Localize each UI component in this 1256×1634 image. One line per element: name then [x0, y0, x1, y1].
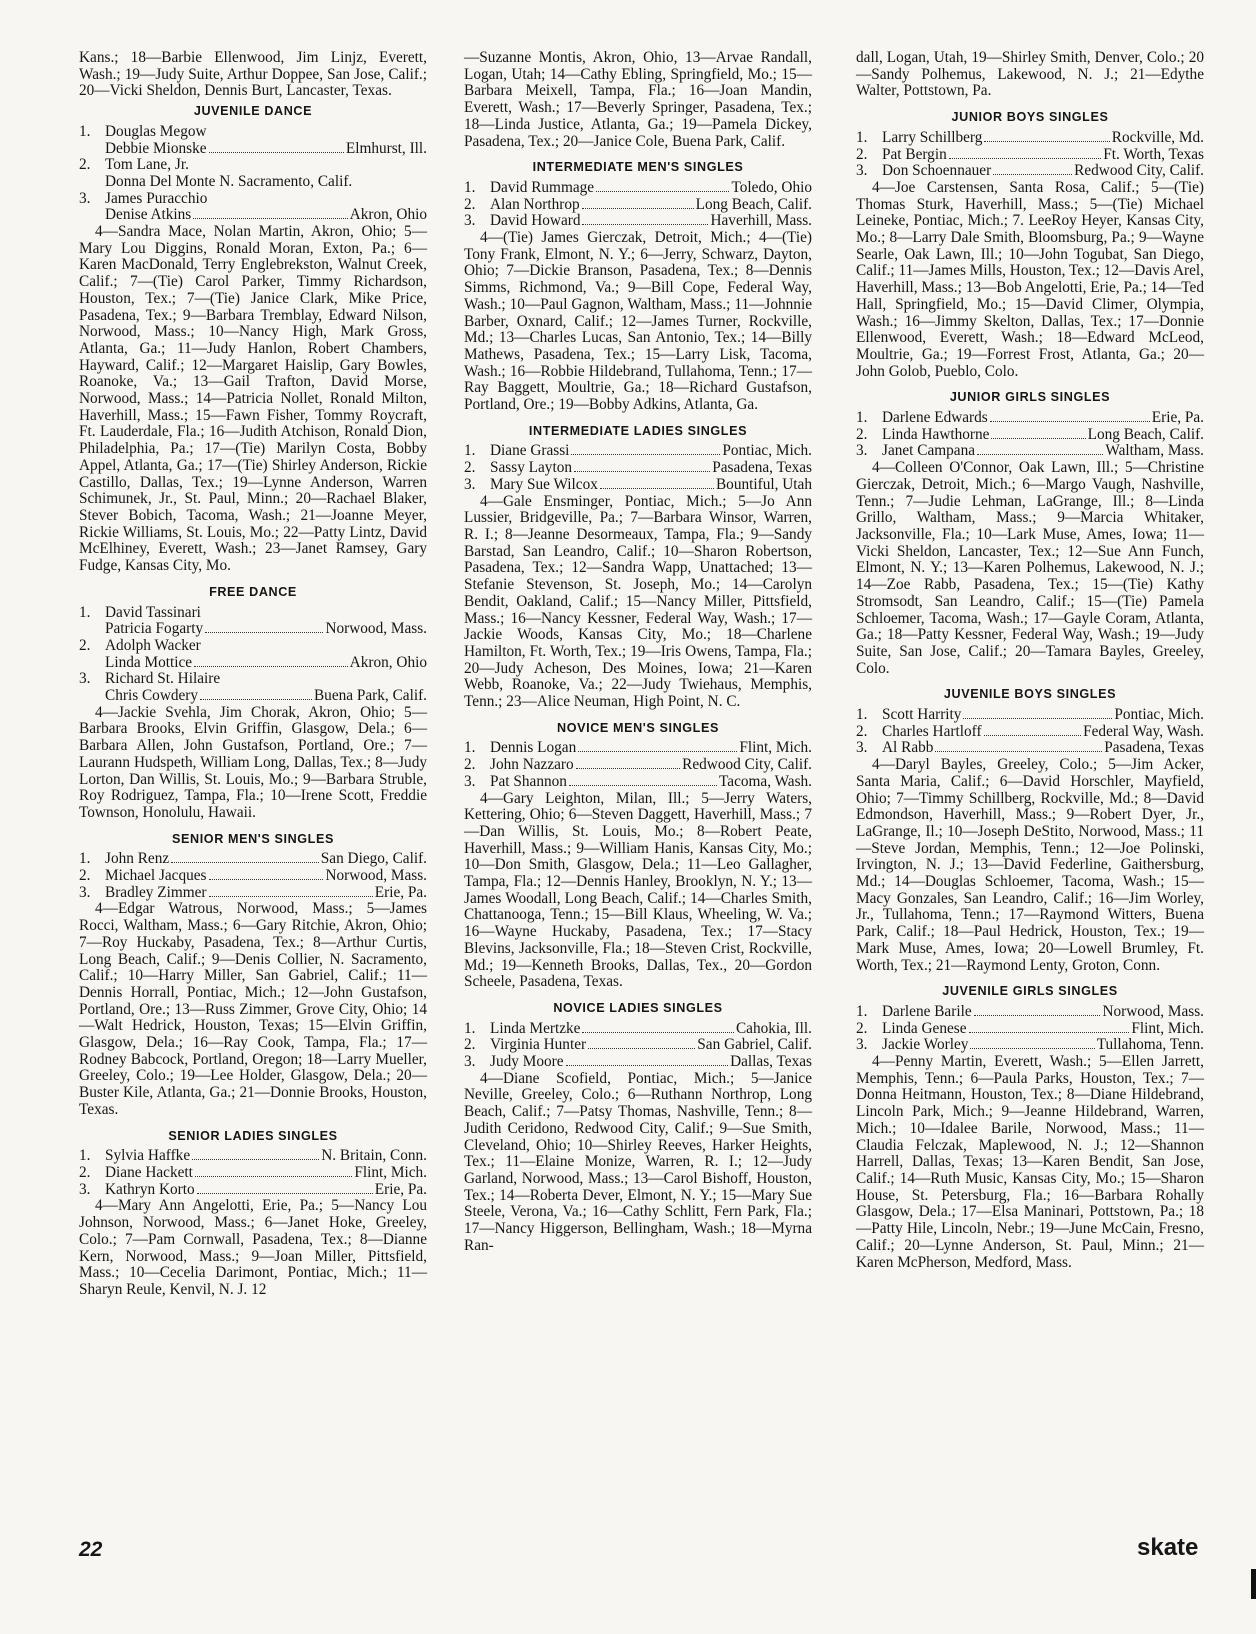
list-item: 2. Linda Hawthorne Long Beach, Calif. — [856, 425, 1204, 443]
results-list — [464, 443, 812, 493]
location: Rockville, Md. — [1111, 128, 1204, 146]
section-title: INTERMEDIATE MEN'S SINGLES — [532, 160, 744, 175]
skater-name: John Renz — [105, 850, 170, 868]
location: Tacoma, Wash. — [719, 772, 812, 790]
results-list — [464, 740, 812, 790]
section-juvenile-boys-singles — [856, 686, 1204, 974]
results-list — [464, 180, 812, 230]
list-item: 3. Bradley Zimmer Erie, Pa. — [79, 883, 427, 901]
publication-name: skate — [1137, 1534, 1199, 1561]
location: San Diego, Calif. — [320, 850, 427, 868]
skater-name: Pat Bergin — [882, 145, 947, 163]
partner-name: Linda Mottice — [105, 653, 193, 671]
skater-name: Tom Lane, Jr. — [105, 156, 189, 174]
location: Pasadena, Texas — [1104, 739, 1204, 757]
location: Long Beach, Calif. — [695, 195, 812, 213]
list-item: 1. Diane Grassi Pontiac, Mich. — [464, 442, 812, 460]
skater-name: James Puracchio — [105, 189, 208, 207]
section-junior-girls-singles — [856, 389, 1204, 677]
results-rest: 4—Mary Ann Angelotti, Erie, Pa.; 5—Nancy Lou Johnson, Norwood, Mass.; 6—Janet Hoke, Greeley, Colo.; 7—Pam Cornwall, Pasadena, Tex.; 8—Dianne Kern, Norwood, Mass.; 9—Joan Miller, Pittsfield, Mass.; 10—Cecelia Darimont, Pontiac, Mich.; 11—Sharyn Reule, Kenvil, N. J. 12 — [79, 1197, 427, 1298]
skater-name: Sassy Layton — [490, 459, 573, 477]
location: Pasadena, Texas — [712, 459, 812, 477]
location: Haverhill, Mass. — [710, 212, 812, 230]
list-item: 3. Richard St. Hilaire Chris Cowdery Buena Park, Calif. — [79, 670, 427, 705]
section-free-dance — [79, 584, 427, 822]
results-list — [856, 707, 1204, 757]
list-item: 2. Linda Genese Flint, Mich. — [856, 1019, 1204, 1037]
skater-name: Jackie Worley — [882, 1036, 969, 1054]
skater-name: Linda Genese — [882, 1019, 967, 1037]
section-title: SENIOR MEN'S SINGLES — [172, 831, 334, 846]
location: Toledo, Ohio — [731, 178, 812, 196]
results-list — [79, 124, 427, 224]
section-title: FREE DANCE — [209, 584, 297, 599]
skater-name: Larry Schillberg — [882, 128, 983, 146]
column-3 — [856, 50, 1204, 1271]
location: Bountiful, Utah — [715, 475, 812, 493]
list-item: 3. David Howard Haverhill, Mass. — [464, 212, 812, 230]
section-juvenile-girls-singles — [856, 983, 1204, 1271]
list-item: 3. Mary Sue Wilcox Bountiful, Utah — [464, 475, 812, 493]
results-rest: 4—Gale Ensminger, Pontiac, Mich.; 5—Jo Ann Lussier, Bridgeville, Pa.; 7—Barbara Winsor, Warren, R. I.; 8—Jeanne Desormeaux, Tampa, Fla.; 9—Sandy Barstad, San Leandro, Calif.; 10—Sharon Robertson, Pasadena, Tex.; 12—Sandra Wapp, Unattached; 13—Stefanie Stevenson, St. Joseph, Mo.; 14—Carolyn Bendit, Oakland, Calif.; 15—Nancy Miller, Pittsfield, Mass.; 16—Nancy Kessner, Federal Way, Wash.; 17—Jackie Woods, Kansas City, Mo.; 18—Charlene Hamilton, Ft. Worth, Tex.; 19—Iris Owens, Tampa, Fla.; 20—Judy Acheson, Des Moines, Iowa; 21—Karen Webb, Roanoke, Va.; 22—Judy Twiehaus, Memphis, Tenn.; 23—Alice Neuman, High Point, N. C. — [464, 492, 812, 711]
section-title: SENIOR LADIES SINGLES — [168, 1128, 338, 1143]
results-rest: 4—Penny Martin, Everett, Wash.; 5—Ellen Jarrett, Memphis, Tenn.; 6—Paula Parks, Houston, Tex.; 7—Donna Heitmann, Houston, Tex.; 8—Diane Hildebrand, Lincoln Park, Mich.; 9—Jeanne Hildebrand, Warren, Mich.; 10—Idalee Barile, Norwood, Mass.; 11—Claudia Felczak, Maplewood, N. J.; 12—Shannon Harrell, Dallas, Texas; 13—Karen Bendit, San Jose, Calif.; 14—Ruth Music, Kansas City, Mo.; 15—Sharon House, St. Petersburg, Fla.; 16—Barbara Rohally Glasgow, Dela.; 17—Elsa Maninari, Pottstown, Pa.; 18—Patty Hile, Lincoln, Nebr.; 19—June McCain, Fresno, Calif.; 20—Lynne Anderson, St. Paul, Minn.; 21—Karen McPherson, Medford, Mass. — [856, 1053, 1204, 1271]
continued-text: dall, Logan, Utah, 19—Shirley Smith, Denver, Colo.; 20—Sandy Polhemus, Lakewood, N. J.; 21—Edythe Walter, Pottstown, Pa. — [856, 49, 1204, 100]
skater-name: Michael Jacques — [105, 867, 207, 885]
skater-name: Al Rabb — [882, 739, 934, 757]
location: N. Sacramento, Calif. — [219, 172, 353, 190]
results-list — [79, 851, 427, 901]
page-number: 22 — [79, 1538, 103, 1561]
location: Dallas, Texas — [730, 1053, 812, 1071]
skater-name: David Tassinari — [105, 603, 201, 621]
section-title: INTERMEDIATE LADIES SINGLES — [528, 423, 748, 438]
skater-name: Janet Campana — [882, 442, 976, 460]
skater-name: Sylvia Haffke — [105, 1147, 191, 1165]
list-item: 3. Pat Shannon Tacoma, Wash. — [464, 772, 812, 790]
partner-name: Debbie Mionske — [105, 139, 207, 157]
list-item: 3. Kathryn Korto Erie, Pa. — [79, 1180, 427, 1198]
list-item: 1. Dennis Logan Flint, Mich. — [464, 739, 812, 757]
results-list — [856, 410, 1204, 460]
list-item: 1. Larry Schillberg Rockville, Md. — [856, 128, 1204, 146]
location: Federal Way, Wash. — [1083, 722, 1204, 740]
section-title: NOVICE MEN'S SINGLES — [557, 720, 719, 735]
section-title: JUVENILE BOYS SINGLES — [943, 687, 1117, 702]
location: San Gabriel, Calif. — [697, 1036, 812, 1054]
results-list — [856, 1004, 1204, 1054]
list-item: 2. Tom Lane, Jr. Donna Del Monte N. Sacramento, Calif. — [79, 156, 353, 190]
skater-name: Adolph Wacker — [105, 636, 201, 654]
location: Erie, Pa. — [374, 883, 427, 901]
results-rest: 4—Edgar Watrous, Norwood, Mass.; 5—James Rocci, Waltham, Mass.; 6—Gary Ritchie, Akron, Ohio; 7—Roy Huckaby, Pasadena, Tex.; 8—Arthur Curtis, Long Beach, Calif.; 9—Denis Collier, N. Sacramento, Calif.; 10—Harry Miller, San Gabriel, Calif.; 11—Dennis Horrall, Pontiac, Mich.; 12—John Gustafson, Portland, Ore.; 13—Russ Zimmer, Grove City, Ohio; 14—Walt Hedrick, Houston, Texas; 15—Elvin Griffin, Glasgow, Dela.; 16—Ray Cook, Tampa, Fla.; 17—Rodney Babcock, Portland, Oregon; 18—Larry Mueller, Greeley, Colo.; 19—Lee Holder, Glasgow, Dela.; 20—Buster Kile, Atlanta, Ga.; 21—Donnie Brooks, Houston, Texas. — [79, 900, 427, 1118]
location: Redwood City, Calif. — [1074, 162, 1204, 180]
list-item: 2. Alan Northrop Long Beach, Calif. — [464, 195, 812, 213]
location: Norwood, Mass. — [325, 620, 427, 638]
skater-name: Virginia Hunter — [490, 1036, 587, 1054]
list-item: 1. Linda Mertzke Cahokia, Ill. — [464, 1019, 812, 1037]
list-item: 1. Darlene Edwards Erie, Pa. — [856, 409, 1204, 427]
list-item: 1. David Rummage Toledo, Ohio — [464, 178, 812, 196]
list-item: 3. Don Schoennauer Redwood City, Calif. — [856, 162, 1204, 180]
location: Pontiac, Mich. — [722, 442, 812, 460]
skater-name: Darlene Barile — [882, 1002, 972, 1020]
skater-name: Charles Hartloff — [882, 722, 982, 740]
list-item: 2. John Nazzaro Redwood City, Calif. — [464, 756, 812, 774]
edge-mark — [1251, 1569, 1256, 1599]
list-item: 3. James Puracchio Denise Atkins Akron, Ohio — [79, 189, 427, 224]
list-item: 2. Diane Hackett Flint, Mich. — [79, 1164, 427, 1181]
location: Norwood, Mass. — [1102, 1002, 1204, 1020]
location: Erie, Pa. — [374, 1180, 427, 1198]
location: Flint, Mich. — [354, 1164, 427, 1181]
skater-name: Darlene Edwards — [882, 409, 988, 427]
partner-name: Chris Cowdery — [105, 687, 199, 705]
skater-name: Alan Northrop — [490, 195, 580, 213]
skater-name: David Howard — [490, 212, 581, 230]
skater-name: Kathryn Korto — [105, 1180, 195, 1198]
results-rest: 4—Sandra Mace, Nolan Martin, Akron, Ohio; 5—Mary Lou Diggins, Ronald Moran, Exton, Pa.; 6—Karen MacDonald, Terry Englebrekston, Walnut Creek, Calif.; 7—(Tie) Carol Parker, Timmy Richardson, Houston, Tex.; 7—(Tie) Janice Clark, Mike Price, Pasadena, Tex.; 9—Barbara Tremblay, Edward Nilson, Norwood, Mass.; 10—Nancy High, Mark Gross, Atlanta, Ga.; 11—Judy Hanlon, Robert Chambers, Hayward, Calif.; 12—Margaret Haislip, Gary Bowles, Roanoke, Va.; 13—Gail Trafton, David Morse, Norwood, Mass.; 14—Patricia Nollet, Ronald Milton, Haverhill, Mass.; 15—Fawn Fisher, Tommy Roycraft, Ft. Lauderdale, Fla.; 16—Judith Atchison, Ronald Dion, Philadelphia, Pa.; 17—(Tie) Marilyn Costa, Bobby Appel, Atlanta, Ga.; 17—(Tie) Shirley Anderson, Rickie Castillo, Dallas, Tex.; 19—Lynne Anderson, Warren Schimunek, Jr., St. Paul, Minn.; 20—Rachael Blaker, Stever Bobich, Tacoma, Wash.; 21—Joanne Meyer, Rickie Williams, St. Louis, Mo.; 22—Patty Lintz, David McElhiney, Everett, Wash.; 23—Janet Ramsey, Gary Fudge, Kansas City, Mo. — [79, 223, 427, 575]
skater-name: John Nazzaro — [490, 756, 574, 774]
section-title: JUNIOR GIRLS SINGLES — [949, 390, 1111, 405]
section-novice-mens-singles — [464, 720, 812, 991]
section-intermediate-mens-singles — [464, 159, 812, 414]
location: Akron, Ohio — [349, 653, 427, 671]
results-list — [79, 1148, 427, 1198]
skater-name: David Rummage — [490, 178, 595, 196]
list-item: 1. Douglas Megow Debbie Mionske Elmhurst, Ill. — [79, 122, 427, 157]
results-list — [464, 1021, 812, 1071]
skater-name: Don Schoennauer — [882, 162, 992, 180]
list-item: 3. Janet Campana Waltham, Mass. — [856, 442, 1204, 460]
skater-name: Douglas Megow — [105, 122, 207, 140]
results-rest: 4—Gary Leighton, Milan, Ill.; 5—Jerry Waters, Kettering, Ohio; 6—Steven Daggett, Haverhill, Mass.; 7—Dan Willis, St. Louis, Mo.; 8—Robert Peate, Haverhill, Mass.; 9—William Hanis, Kansas City, Mo.; 10—Don Smith, Glasgow, Dela.; 11—Leo Gallagher, Tampa, Fla.; 12—Dennis Hanley, Brooklyn, N. Y.; 13—James Woodall, Long Beach, Calif.; 14—Charles Smith, Chattanooga, Tenn.; 15—Bill Klaus, Wheeling, W. Va.; 16—Wayne Huckaby, Pasadena, Tex.; 17—Stacy Blevins, Jacksonville, Fla.; 18—Steven Crist, Rockville, Md.; 19—Kenneth Brooks, Dallas, Tex., 20—Gordon Scheele, Pasadena, Texas. — [464, 789, 812, 991]
section-intermediate-ladies-singles — [464, 423, 812, 711]
skater-name: Richard St. Hilaire — [105, 670, 221, 688]
list-item: 2. Adolph Wacker Linda Mottice Akron, Ohio — [79, 636, 427, 671]
location: Redwood City, Calif. — [682, 756, 812, 774]
list-item: 1. John Renz San Diego, Calif. — [79, 850, 427, 868]
section-title: JUVENILE DANCE — [193, 104, 313, 119]
section-senior-mens-singles — [79, 831, 427, 1119]
section-novice-ladies-singles — [464, 1000, 812, 1255]
location: Erie, Pa. — [1151, 409, 1204, 427]
list-item: 2. Charles Hartloff Federal Way, Wash. — [856, 722, 1204, 740]
skater-name: Dennis Logan — [490, 739, 577, 757]
results-rest: 4—Joe Carstensen, Santa Rosa, Calif.; 5—(Tie) Thomas Sturk, Haverhill, Mass.; 5—(Tie) Michael Leineke, Pontiac, Mich.; 7. LeeRoy Heyer, Kansas City, Mo.; 8—Larry Dale Smith, Bloomsburg, Pa.; 9—Wayne Searle, Oak Lawn, Ill.; 10—John Togubat, San Diego, Calif.; 11—James Mills, Houston, Tex.; 12—Davis Arel, Haverhill, Mass.; 13—Bob Angelotti, Erie, Pa.; 14—Ted Hall, Springfield, Mo.; 15—David Climer, Olympia, Wash.; 16—Jimmy Skelton, Dallas, Tex.; 17—Donnie Ellenwood, Everett, Wash.; 18—Edward McLeod, Moultrie, Ga.; 19—Forrest Frost, Atlanta, Ga.; 20—John Golob, Pueblo, Colo. — [856, 178, 1204, 380]
results-list — [79, 605, 427, 705]
skater-name: Pat Shannon — [490, 772, 567, 790]
location: Cahokia, Ill. — [735, 1019, 812, 1037]
list-item: 2. Michael Jacques Norwood, Mass. — [79, 867, 427, 885]
section-juvenile-dance — [79, 103, 427, 575]
list-item: 1. Sylvia Haffke N. Britain, Conn. — [79, 1147, 427, 1165]
location: Ft. Worth, Texas — [1103, 145, 1204, 163]
list-item: 3. Jackie Worley Tullahoma, Tenn. — [856, 1036, 1204, 1054]
list-item: 1. Darlene Barile Norwood, Mass. — [856, 1002, 1204, 1020]
partner-name: Patricia Fogarty — [105, 620, 204, 638]
list-item: 1. Scott Harrity Pontiac, Mich. — [856, 706, 1204, 724]
partner-name: Donna Del Monte — [105, 172, 216, 190]
results-list — [856, 130, 1204, 180]
list-item: 3. Al Rabb Pasadena, Texas — [856, 739, 1204, 757]
results-rest: 4—Jackie Svehla, Jim Chorak, Akron, Ohio; 5—Barbara Brooks, Elvin Griffin, Glasgow, Dela.; 6—Barbara Allen, John Gustafson, Portland, Ore.; 7—Laurann Hudspeth, William Long, Dallas, Tex.; 8—Judy Lorton, Dan Willis, St. Louis, Mo.; 9—Barbara Struble, Roy Rodriguez, Tampa, Fla.; 10—Irene Scott, Freddie Townson, Honolulu, Hawaii. — [79, 703, 427, 821]
section-senior-ladies-singles — [79, 1128, 427, 1299]
skater-name: Linda Mertzke — [490, 1019, 581, 1037]
location: Flint, Mich. — [739, 739, 812, 757]
results-rest: 4—Diane Scofield, Pontiac, Mich.; 5—Janice Neville, Greeley, Colo.; 6—Ruthann Northrop, Long Beach, Calif.; 7—Patsy Thomas, Nashville, Tenn.; 8—Judith Ceridono, Redwood City, Calif.; 9—Sue Smith, Cleveland, Ohio; 10—Shirley Reeves, Harker Heights, Tex.; 11—Elaine Monize, Warren, R. I.; 12—Judy Garland, Norwood, Mass.; 13—Carol Bishoff, Houston, Tex.; 14—Roberta Dever, Elmont, N. Y.; 15—Mary Sue Steele, Verona, Va.; 16—Cathy Schlitt, Fern Park, Fla.; 17—Nancy Higgerson, Bellingham, Wash.; 18—Myrna Ran- — [464, 1069, 812, 1254]
continued-text: —Suzanne Montis, Akron, Ohio, 13—Arvae Randall, Logan, Utah; 14—Cathy Ebling, Springfield, Mo.; 15—Barbara Meixell, Tampa, Fla.; 16—Joan Mandin, Everett, Wash.; 17—Beverly Springer, Pasadena, Tex.; 18—Linda Justice, Atlanta, Ga.; 19—Pamela Dickey, Pasadena, Tex.; 20—Janice Cole, Buena Park, Calif. — [464, 49, 812, 150]
continued-text: Kans.; 18—Barbie Ellenwood, Jim Linjz, Everett, Wash.; 19—Judy Suite, Arthur Doppee, San Jose, Calif.; 20—Vicki Sheldon, Dennis Burt, Lancaster, Texas. — [79, 49, 427, 100]
list-item: 1. David Tassinari Patricia Fogarty Norwood, Mass. — [79, 603, 427, 638]
section-title: NOVICE LADIES SINGLES — [553, 1000, 723, 1015]
column-1 — [79, 50, 427, 1299]
column-2 — [464, 50, 812, 1255]
section-title: JUVENILE GIRLS SINGLES — [942, 984, 1118, 999]
section-junior-boys-singles — [856, 109, 1204, 380]
results-rest: 4—(Tie) James Gierczak, Detroit, Mich.; 4—(Tie) Tony Frank, Elmont, N. Y.; 6—Jerry, Schwarz, Dayton, Ohio; 7—Dickie Branson, Pasadena, Tex.; 8—Dennis Simms, Richmond, Va.; 9—Bill Cope, Federal Way, Wash.; 10—Paul Gagnon, Waltham, Mass.; 11—Johnnie Barber, Oxnard, Calif.; 12—James Turner, Rockville, Md.; 13—Charles Lucas, San Antonio, Tex.; 14—Billy Mathews, Pasadena, Tex.; 15—Larry Lisk, Tacoma, Wash.; 16—Robbie Hildebrand, Tullahoma, Tenn.; 17—Ray Baggett, Moultrie, Ga.; 18—Richard Gustafson, Portland, Ore.; 19—Bobby Adkins, Atlanta, Ga. — [464, 229, 812, 414]
location: Elmhurst, Ill. — [345, 139, 427, 157]
partner-name: Denise Atkins — [105, 206, 192, 224]
location: Flint, Mich. — [1131, 1019, 1204, 1037]
skater-name: Mary Sue Wilcox — [490, 475, 598, 493]
section-title: JUNIOR BOYS SINGLES — [951, 110, 1109, 125]
list-item: 3. Judy Moore Dallas, Texas — [464, 1053, 812, 1071]
skater-name: Diane Grassi — [490, 442, 570, 460]
skater-name: Bradley Zimmer — [105, 883, 207, 901]
location: Long Beach, Calif. — [1087, 425, 1204, 443]
location: N. Britain, Conn. — [321, 1147, 427, 1165]
location: Buena Park, Calif. — [313, 687, 427, 705]
skater-name: Judy Moore — [490, 1053, 564, 1071]
list-item: 2. Virginia Hunter San Gabriel, Calif. — [464, 1036, 812, 1054]
skater-name: Scott Harrity — [882, 706, 962, 724]
location: Akron, Ohio — [349, 206, 427, 224]
skater-name: Diane Hackett — [105, 1164, 193, 1181]
results-rest: 4—Daryl Bayles, Greeley, Colo.; 5—Jim Acker, Santa Maria, Calif.; 6—David Horschler, Mayfield, Ohio; 7—Timmy Schillberg, Rockville, Md.; 8—David Edmondson, Haverhill, Mass.; 9—Robert Dyer, Jr., LaGrange, Il.; 10—Joseph DeStito, Norwood, Mass.; 11—Steve Jordan, Memphis, Tenn.; 12—Joe Polinski, Irvington, N. J.; 13—David Federline, Gaithersburg, Md.; 14—Douglas Schloemer, Tacoma, Wash.; 15—Macy Gonzales, San Leandro, Calif.; 16—Jim Worley, Jr., Tullahoma, Tenn.; 17—Raymond Witters, Buena Park, Calif.; 18—Paul Hedrick, Houston, Tex.; 19—Mark Muse, Ames, Iowa; 20—Lowell Brumley, Ft. Worth, Tex.; 21—Raymond Lenty, Groton, Conn. — [856, 756, 1204, 974]
location: Pontiac, Mich. — [1114, 706, 1204, 724]
location: Waltham, Mass. — [1105, 442, 1204, 460]
location: Tullahoma, Tenn. — [1096, 1036, 1204, 1054]
list-item: 2. Sassy Layton Pasadena, Texas — [464, 459, 812, 477]
list-item: 2. Pat Bergin Ft. Worth, Texas — [856, 145, 1204, 163]
skater-name: Linda Hawthorne — [882, 425, 990, 443]
results-rest: 4—Colleen O'Connor, Oak Lawn, Ill.; 5—Christine Gierczak, Detroit, Mich.; 6—Margo Vaugh, Nashville, Tenn.; 7—Judie Lehman, LaGrange, Ill.; 8—Linda Grillo, Waltham, Mass.; 9—Marcia Whitaker, Jacksonville, Fla.; 10—Lark Muse, Ames, Iowa; 11—Vicki Sheldon, Lancaster, Tex.; 12—Sue Ann Funch, Elmont, N. Y.; 13—Karen Polhemus, Lakewood, N. J.; 14—Zoe Rabb, Pasadena, Tex.; 15—(Tie) Kathy Stromsodt, San Leandro, Calif.; 15—(Tie) Pamela Schloemer, Tacoma, Wash.; 17—Gayle Coram, Atlanta, Ga.; 18—Patty Kessner, Federal Way, Wash.; 19—Judy Suite, San Jose, Calif.; 20—Tamara Bayles, Greeley, Colo. — [856, 459, 1204, 677]
location: Norwood, Mass. — [325, 867, 427, 885]
